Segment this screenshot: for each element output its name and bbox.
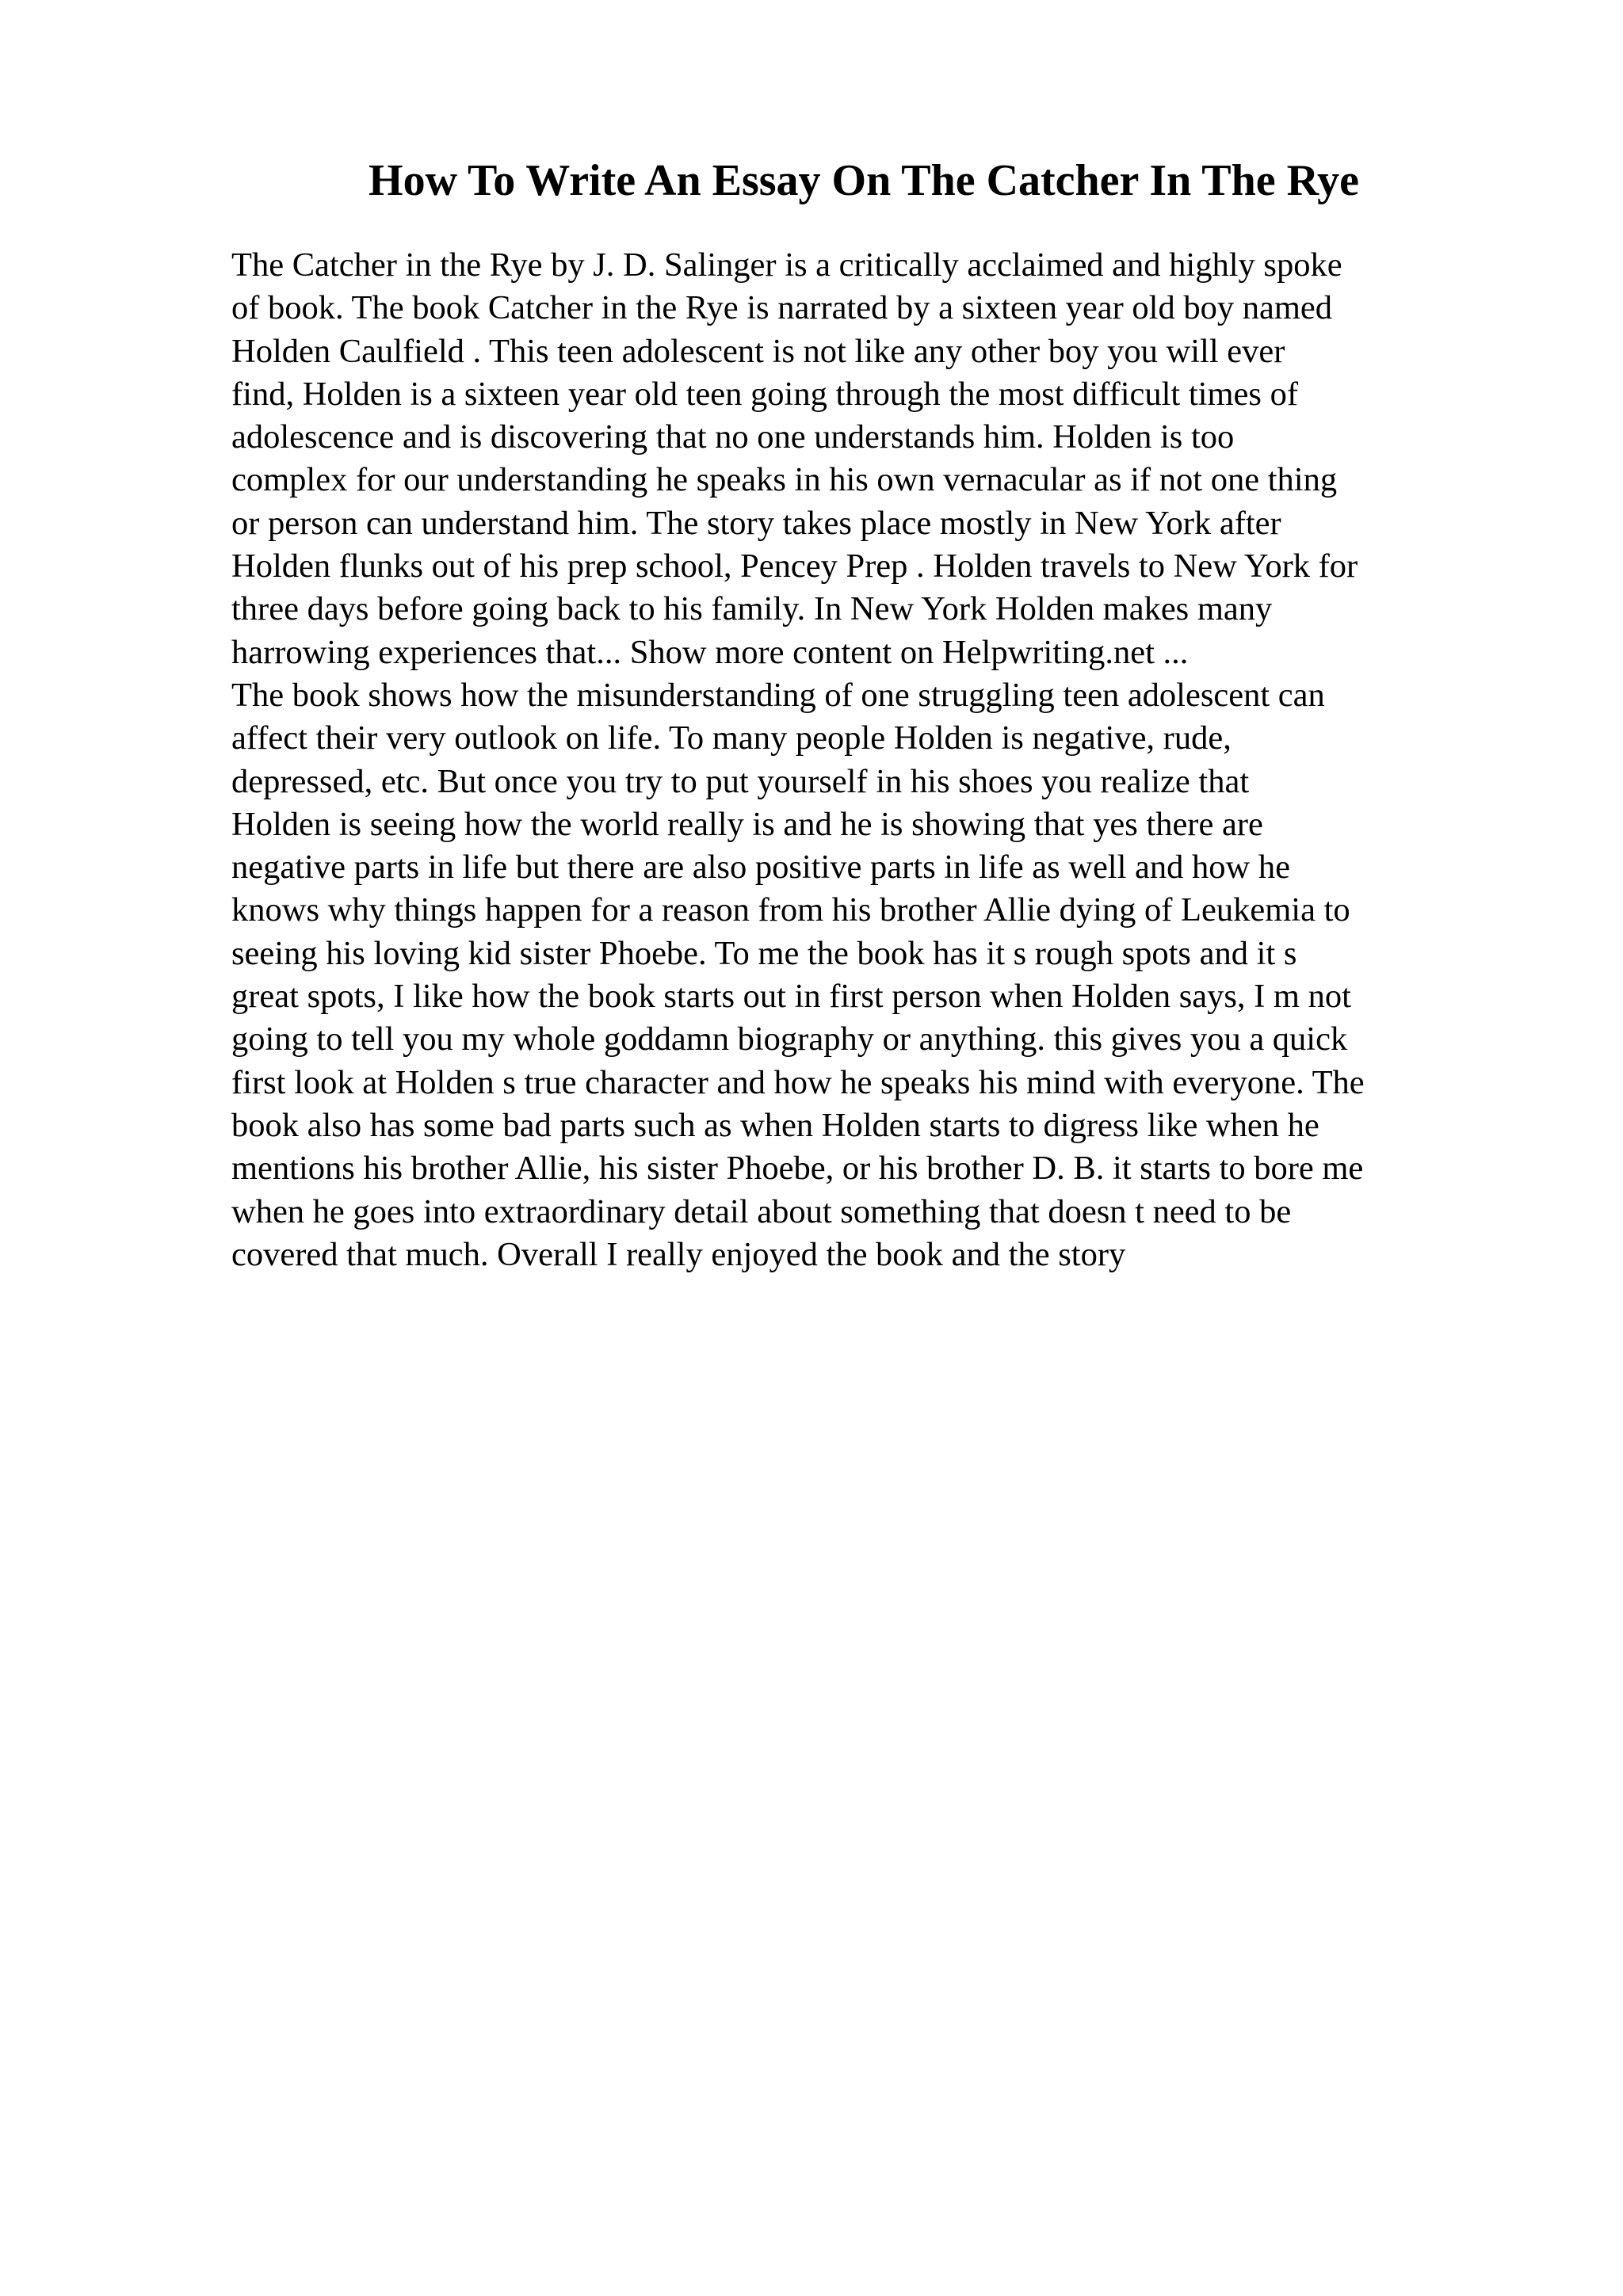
body-line: Holden is seeing how the world really is and he is showing that yes there are (231, 805, 1263, 843)
body-line: book also has some bad parts such as when Holden starts to digress like when he (231, 1106, 1319, 1144)
essay-body (231, 244, 1484, 1276)
body-line: negative parts in life but there are also positive parts in life as well and how he (231, 849, 1290, 887)
body-line: three days before going back to his family. In New York Holden makes many (231, 590, 1273, 628)
body-line: mentions his brother Allie, his sister Phoebe, or his brother D. B. it starts to bore me (231, 1150, 1364, 1188)
body-line: The book shows how the misunderstanding of one struggling teen adolescent can (231, 676, 1325, 714)
body-line: going to tell you my whole goddamn biography or anything. this gives you a quick (231, 1020, 1348, 1058)
body-line: affect their very outlook on life. To many people Holden is negative, rude, (231, 719, 1232, 757)
body-line: depressed, etc. But once you try to put yourself in his shoes you realize that (231, 762, 1250, 800)
body-line: knows why things happen for a reason from his brother Allie dying of Leukemia to (231, 891, 1350, 929)
body-line: when he goes into extraordinary detail about something that doesn t need to be (231, 1192, 1292, 1230)
body-line: Holden flunks out of his prep school, Pencey Prep . Holden travels to New York for (231, 547, 1358, 585)
body-line: covered that much. Overall I really enjoyed the book and the story (231, 1235, 1126, 1273)
body-line: find, Holden is a sixteen year old teen going through the most difficult times of (231, 375, 1298, 413)
body-line: adolescence and is discovering that no one understands him. Holden is too (231, 418, 1235, 456)
body-line: harrowing experiences that... Show more content on Helpwriting.net ... (231, 633, 1189, 671)
body-line: complex for our understanding he speaks in his own vernacular as if not one thing (231, 461, 1338, 499)
body-line: The Catcher in the Rye by J. D. Salinger is a critically acclaimed and highly spoke (231, 246, 1342, 284)
body-line: Holden Caulfield . This teen adolescent is not like any other boy you will ever (231, 332, 1285, 370)
body-line: great spots, I like how the book starts out in first person when Holden says, I m not (231, 978, 1351, 1016)
document-title: How To Write An Essay On The Catcher In The Rye (369, 156, 1359, 205)
body-line: or person can understand him. The story takes place mostly in New York after (231, 504, 1281, 542)
body-line: first look at Holden s true character and how he speaks his mind with everyone. The (231, 1063, 1365, 1101)
body-line: seeing his loving kid sister Phoebe. To me the book has it s rough spots and it s (231, 934, 1297, 972)
body-line: of book. The book Catcher in the Rye is narrated by a sixteen year old boy named (231, 289, 1332, 327)
